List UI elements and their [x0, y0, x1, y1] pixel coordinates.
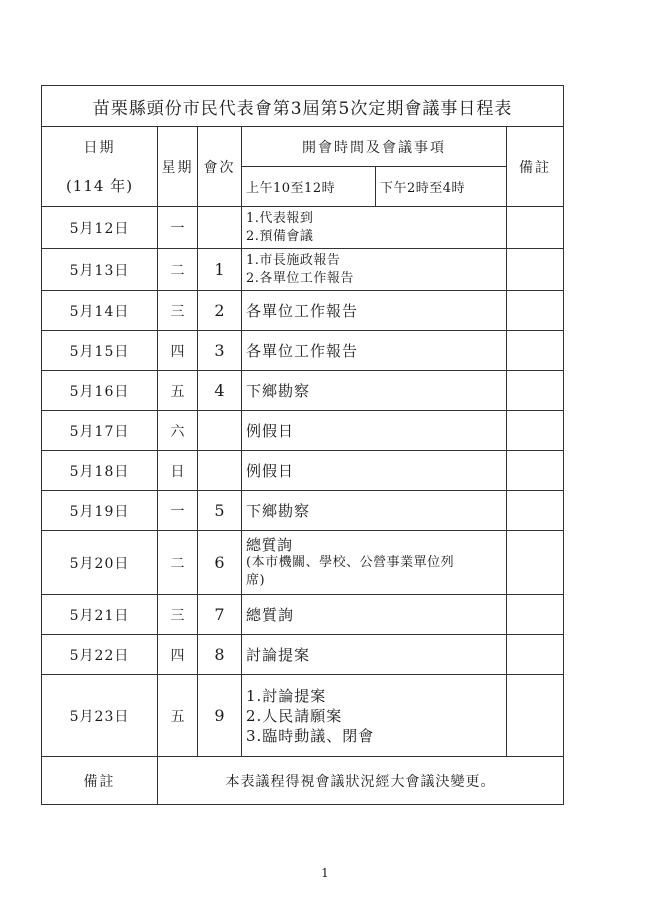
row-remarks [507, 331, 564, 371]
table-row [42, 451, 564, 491]
row-agenda: 下鄉勘察 [242, 491, 507, 531]
row-session: 4 [198, 371, 242, 411]
header-weekday: 星期 [158, 127, 198, 207]
row-remarks [507, 291, 564, 331]
row-weekday: 一 [158, 491, 198, 531]
table-row [42, 491, 564, 531]
agenda-line: 席) [246, 572, 266, 588]
row-session: 3 [198, 331, 242, 371]
row-agenda [242, 531, 507, 595]
row-session [198, 411, 242, 451]
row-remarks [507, 531, 564, 595]
row-remarks [507, 371, 564, 411]
row-remarks [507, 675, 564, 757]
row-agenda [242, 207, 507, 249]
row-session [198, 207, 242, 249]
row-remarks [507, 491, 564, 531]
row-weekday: 二 [158, 249, 198, 291]
table-row [42, 411, 564, 451]
header-date: 日期 [83, 140, 116, 156]
table-row [42, 531, 564, 595]
agenda-line: 1.市長施政報告 [246, 252, 341, 268]
agenda-line: (本市機關、學校、公營事業單位列 [246, 554, 455, 570]
row-date: 5月12日 [42, 207, 158, 249]
row-session [198, 451, 242, 491]
row-agenda: 各單位工作報告 [242, 331, 507, 371]
row-weekday: 六 [158, 411, 198, 451]
table-row [42, 595, 564, 635]
header-afternoon: 下午2時至4時 [376, 167, 507, 207]
agenda-line: 1.討論提案 [246, 686, 327, 705]
row-date: 5月13日 [42, 249, 158, 291]
footer-label: 備註 [42, 757, 158, 805]
row-agenda [242, 675, 507, 757]
row-session: 9 [198, 675, 242, 757]
row-weekday: 日 [158, 451, 198, 491]
row-remarks [507, 635, 564, 675]
row-agenda: 各單位工作報告 [242, 291, 507, 331]
row-date: 5月14日 [42, 291, 158, 331]
row-agenda: 例假日 [242, 411, 507, 451]
row-agenda: 總質詢 [242, 595, 507, 635]
row-date: 5月21日 [42, 595, 158, 635]
agenda-line: 3.臨時動議、閉會 [246, 726, 375, 745]
row-agenda: 討論提案 [242, 635, 507, 675]
header-remarks: 備註 [507, 127, 564, 207]
row-session: 5 [198, 491, 242, 531]
row-weekday: 三 [158, 595, 198, 635]
row-weekday: 四 [158, 635, 198, 675]
row-weekday: 一 [158, 207, 198, 249]
table-row [42, 291, 564, 331]
table-row [42, 331, 564, 371]
agenda-line: 2.各單位工作報告 [246, 270, 354, 286]
row-date: 5月19日 [42, 491, 158, 531]
row-remarks [507, 249, 564, 291]
row-weekday: 四 [158, 331, 198, 371]
agenda-line: 1.代表報到 [246, 210, 314, 226]
row-weekday: 五 [158, 675, 198, 757]
row-session: 1 [198, 249, 242, 291]
row-date: 5月22日 [42, 635, 158, 675]
row-session: 6 [198, 531, 242, 595]
row-session: 7 [198, 595, 242, 635]
agenda-line: 總質詢 [246, 535, 293, 554]
row-date: 5月20日 [42, 531, 158, 595]
row-remarks [507, 595, 564, 635]
header-session: 會次 [198, 127, 242, 207]
schedule-table [41, 85, 564, 805]
row-weekday: 五 [158, 371, 198, 411]
table-row [42, 249, 564, 291]
page-number: 1 [321, 866, 329, 880]
row-agenda: 下鄉勘察 [242, 371, 507, 411]
row-remarks [507, 451, 564, 491]
table-row [42, 635, 564, 675]
header-year: (114 年) [65, 177, 134, 195]
row-agenda [242, 249, 507, 291]
footer-note: 本表議程得視會議狀況經大會議決變更。 [158, 757, 564, 805]
row-date: 5月18日 [42, 451, 158, 491]
header-morning: 上午10至12時 [242, 167, 376, 207]
row-date: 5月23日 [42, 675, 158, 757]
table-title: 苗栗縣頭份市民代表會第3屆第5次定期會議事日程表 [42, 86, 564, 127]
footer-row [42, 757, 564, 805]
row-remarks [507, 207, 564, 249]
table-row [42, 371, 564, 411]
row-remarks [507, 411, 564, 451]
row-date: 5月15日 [42, 331, 158, 371]
header-agenda: 開會時間及會議事項 [242, 127, 507, 167]
agenda-line: 2.預備會議 [246, 228, 314, 244]
table-row [42, 207, 564, 249]
row-date: 5月17日 [42, 411, 158, 451]
table-row [42, 675, 564, 757]
row-session: 8 [198, 635, 242, 675]
agenda-line: 2.人民請願案 [246, 706, 343, 725]
row-weekday: 三 [158, 291, 198, 331]
row-session: 2 [198, 291, 242, 331]
row-date: 5月16日 [42, 371, 158, 411]
row-agenda: 例假日 [242, 451, 507, 491]
header-date-cell [42, 127, 158, 207]
row-weekday: 二 [158, 531, 198, 595]
